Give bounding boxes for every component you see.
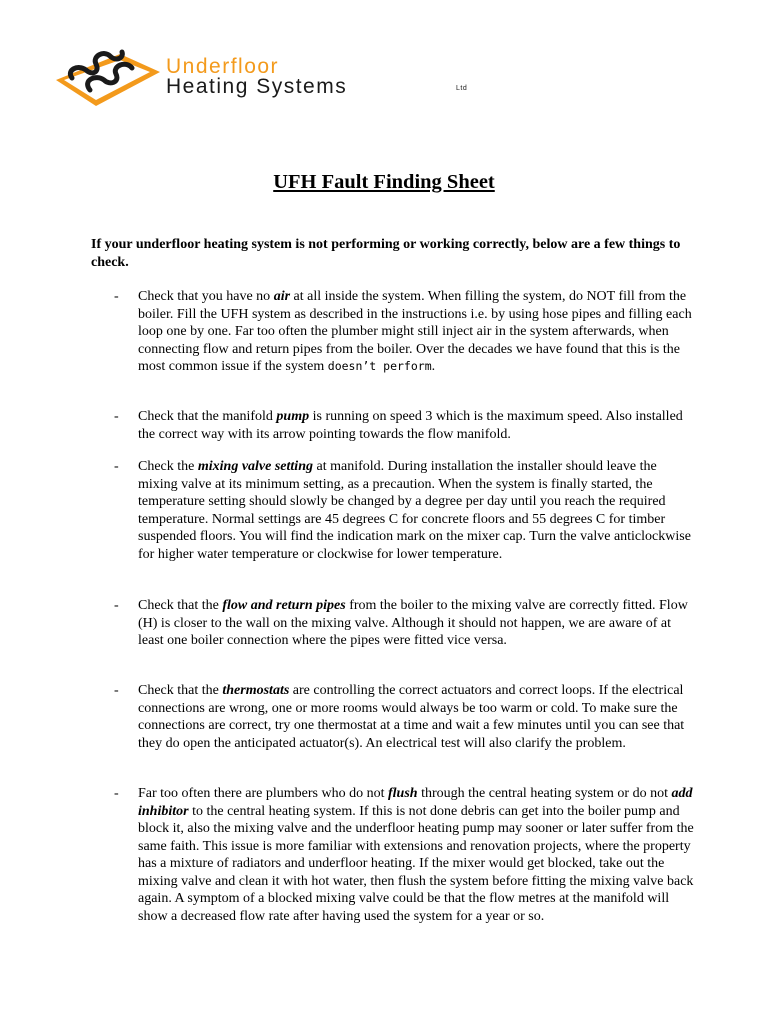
item-text-post: at all inside the system. When filling the system, do NOT fill from the boiler. Fill the UFH system as described in the instructions i.e. by using hose pipes and filling each loop one by one. Far too often the plumber might still inject air in the system afterwards, when connecting flow and return pipes from the boiler. Over the decades we have found that this is the most common issue if the system (138, 289, 692, 374)
item-keyword: flush (388, 786, 418, 801)
item-keyword: mixing valve setting (197, 459, 313, 474)
item-text-post: through the central heating system or do not (417, 786, 672, 801)
item-text-post: from the boiler to the mixing valve are correctly fitted. Flow (H) is closer to the wall on the mixing valve. Although it should not happen, we are aware of at least one boiler connection where the pipes were fitted vice versa. (138, 598, 688, 648)
item-keyword: pump (276, 409, 310, 424)
item-text-pre: Check that the (138, 598, 223, 613)
checklist-item-text (138, 408, 694, 443)
item-text-pre: Check the (138, 459, 198, 474)
item-text-pre: Check that the manifold (138, 409, 277, 424)
company-logo (52, 44, 492, 114)
item-text-post-2: to the central heating system. If this is not done debris can get into the boiler pump and block it, also the mixing valve and the underfloor heating pump may sooner or later suffer from the same faith. This issue is more familiar with extensions and renovation projects, where the property has a mixture of radiators and underfloor heating. If the mixer would get blocked, take out the mixing valve and clean it with hot water, then flush the system before fitting the mixing valve back again. A symptom of a blocked mixing valve could be that the flow metres at the manifold will show a decreased flow rate after having used the system for a year or so. (138, 803, 694, 924)
logo-text-underfloor: Underfloor (166, 55, 280, 78)
bullet-dash: - (114, 459, 119, 474)
checklist-item-text (138, 682, 694, 752)
item-text-tail: doesn’t perform (327, 359, 432, 373)
bullet-dash: - (114, 683, 119, 698)
item-text-pre: Check that the (138, 683, 223, 698)
checklist-item-text (138, 458, 694, 563)
checklist-item-text (138, 597, 694, 650)
page-title: UFH Fault Finding Sheet (273, 171, 495, 193)
item-keyword-2: add inhibitor (138, 786, 693, 819)
item-text-pre: Check that you have no (138, 289, 274, 304)
underfloor-heating-logo-icon (52, 44, 164, 110)
bullet-dash: - (114, 289, 119, 304)
bullet-dash: - (114, 598, 119, 613)
item-text-post: is running on speed 3 which is the maximum speed. Also installed the correct way with its arrow pointing towards the flow manifold. (138, 409, 683, 442)
bullet-dash: - (114, 786, 119, 801)
checklist-item-text (138, 288, 694, 376)
item-text-post: are controlling the correct actuators and correct loops. If the electrical connections are wrong, one or more rooms would always be too warm or cold. To make sure the connections are correct, try one thermostat at a time and wait a few minutes until you can see that they do open the anticipated actuator(s). An electrical test will also clarify the problem. (138, 683, 685, 751)
item-keyword: thermostats (222, 683, 290, 698)
item-text-post: at manifold. During installation the installer should leave the mixing valve at its minimum setting, as a precaution. When the system is finally started, the temperature setting should slowly be changed by a degree per day until you reach the required temperature. Normal settings are 45 degrees C for concrete floors and 55 degrees C for timber suspended floors. You will find the indication mark on the mixer cap. Turn the valve anticlockwise for higher water temperature or clockwise for lower temperature. (138, 459, 691, 562)
item-keyword: flow and return pipes (222, 598, 346, 613)
logo-text-heating-systems: Heating Systems (166, 75, 348, 98)
item-text-pre: Far too often there are plumbers who do not (138, 786, 388, 801)
item-text-end: . (431, 359, 436, 374)
item-keyword: air (273, 289, 291, 304)
intro-paragraph: If your underfloor heating system is not performing or working correctly, below are a few things to check. (91, 237, 681, 270)
logo-text-ltd: Ltd (456, 85, 468, 92)
bullet-dash: - (114, 409, 119, 424)
checklist-item-text (138, 785, 694, 925)
